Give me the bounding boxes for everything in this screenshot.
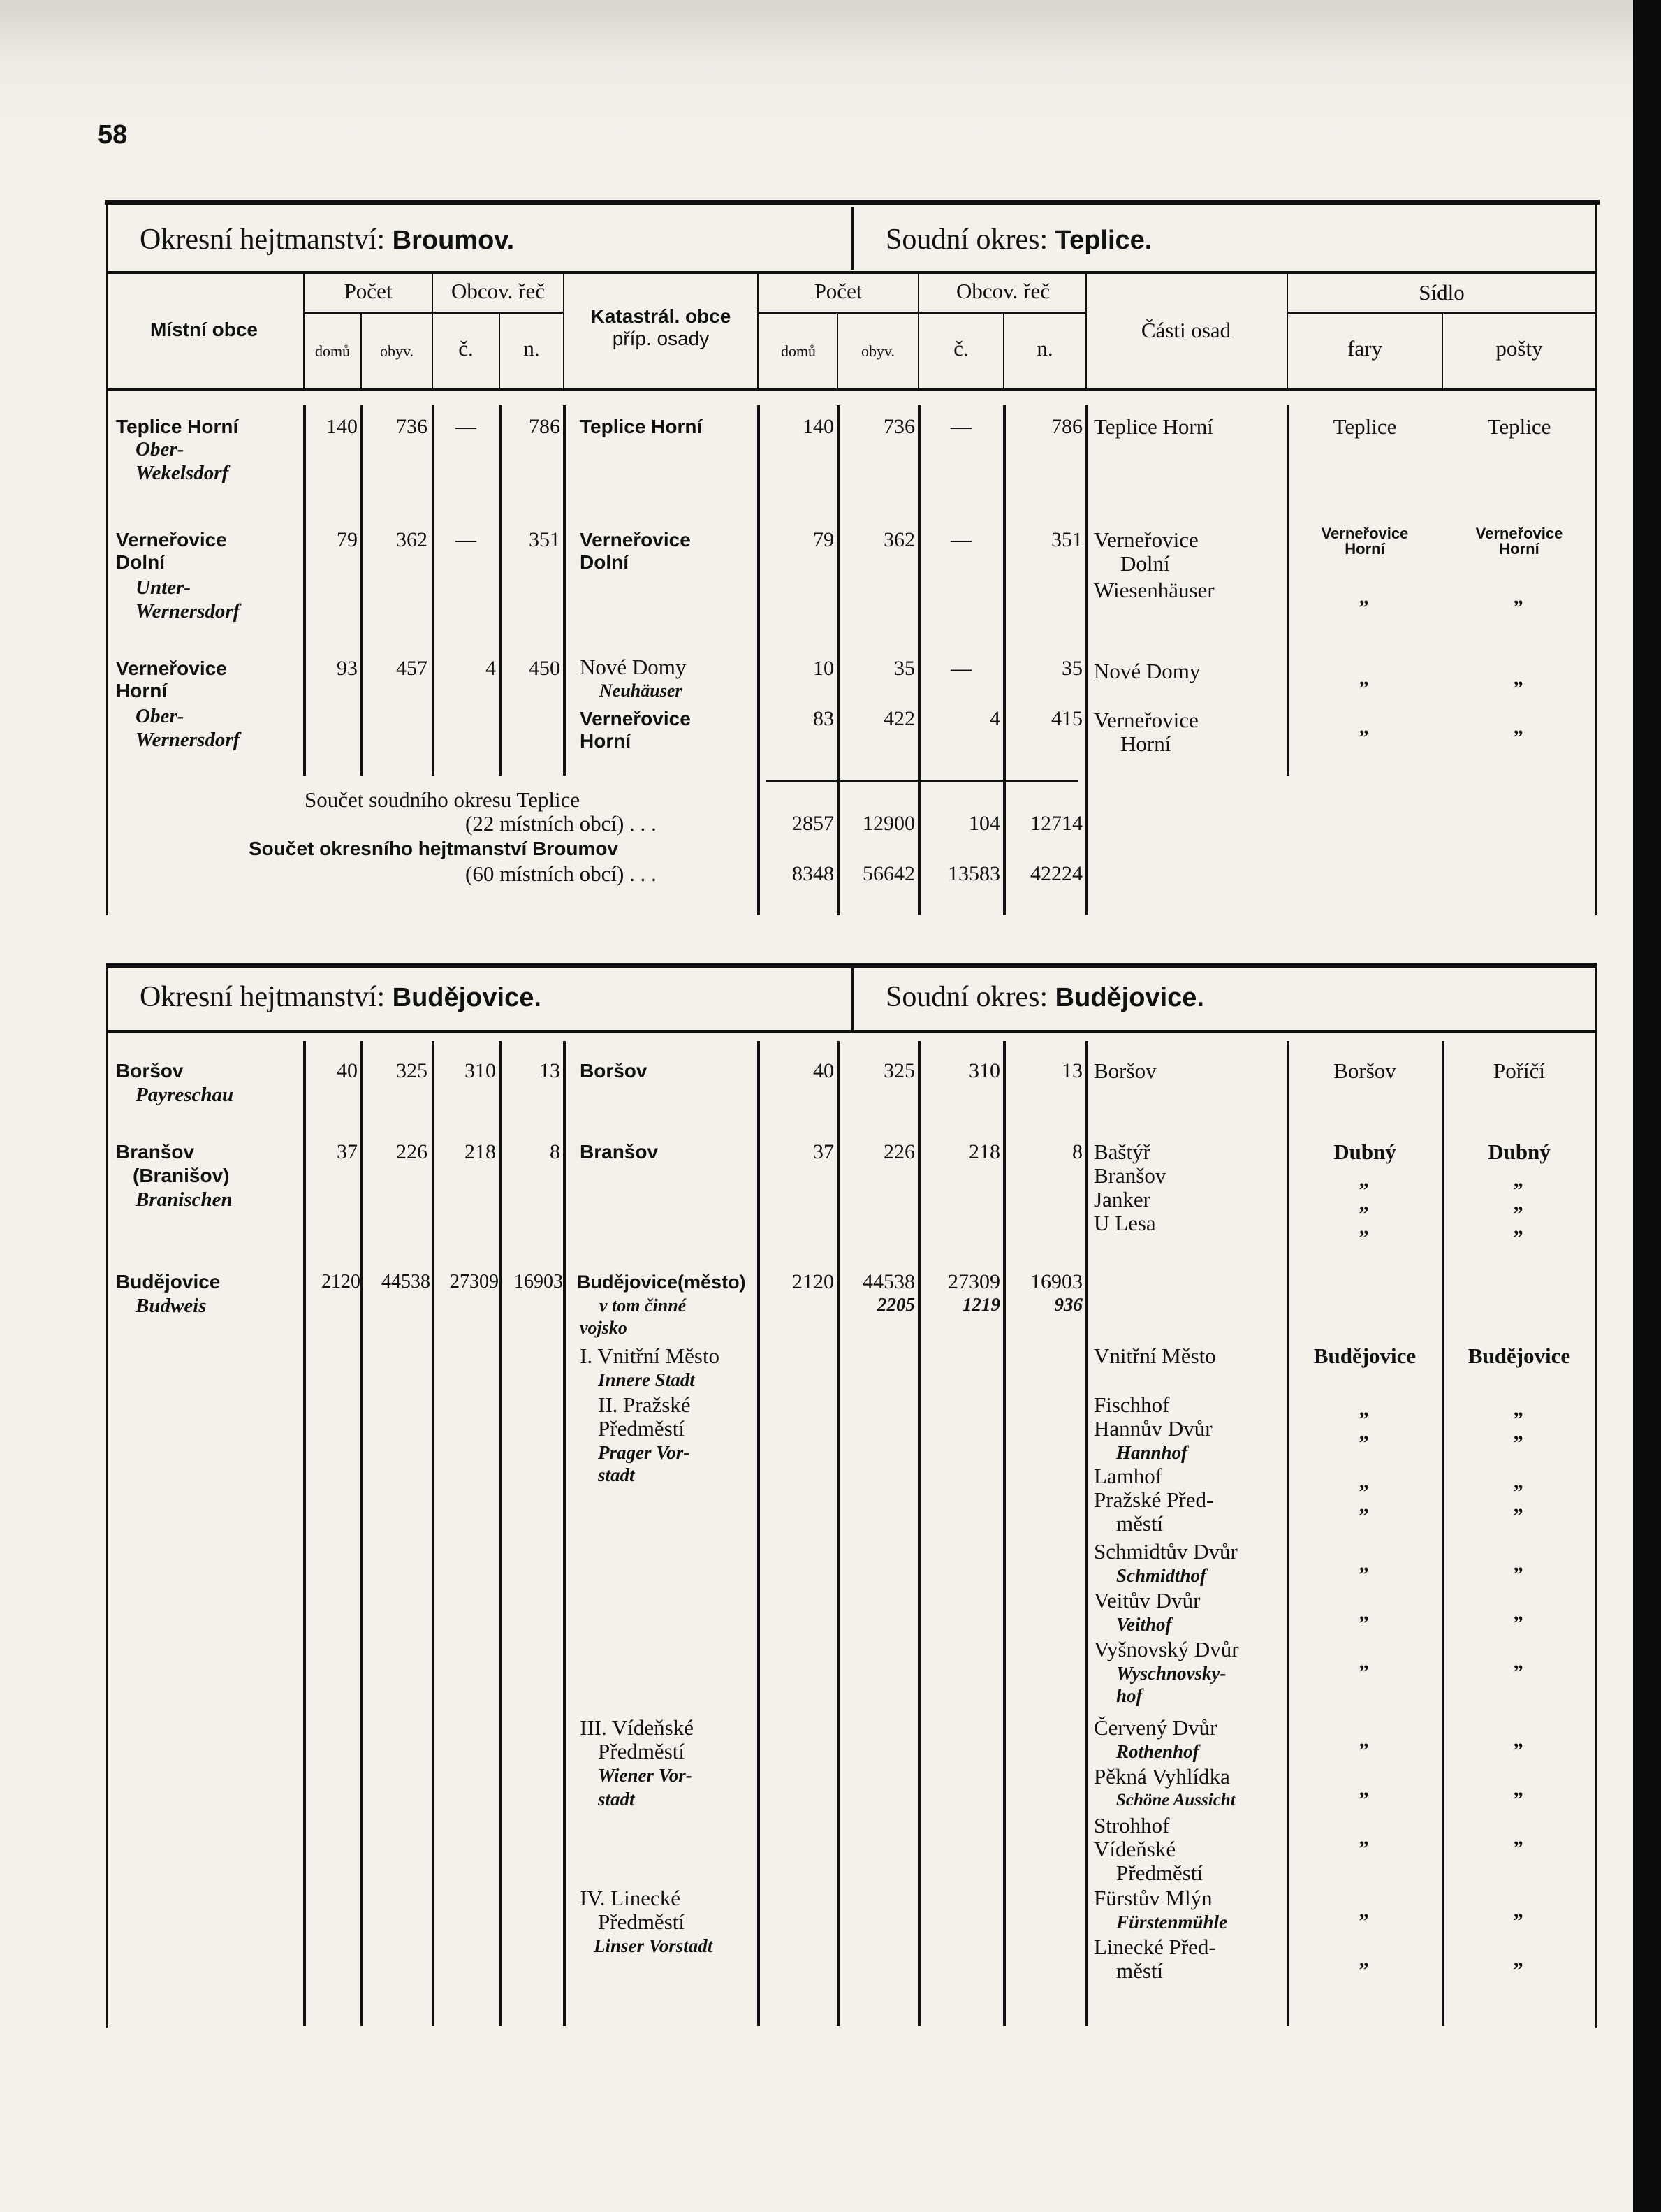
col-domu-2: domů <box>780 342 817 360</box>
cast-name: Předměstí <box>1116 1861 1203 1885</box>
kat-sub: v tom činné <box>599 1295 687 1316</box>
cell-vojsko-n: 936 <box>1054 1294 1083 1315</box>
cell-c: 104 <box>969 812 1000 835</box>
sum-label: (22 místních obcí) . . . <box>465 811 657 836</box>
obec-german: Payreschau <box>136 1084 234 1106</box>
kat-name: Verneřovice <box>580 529 691 551</box>
cell-obyv: 325 <box>884 1059 915 1082</box>
obec-german: Ober- <box>136 705 184 727</box>
ditto-mark: „ <box>1359 1494 1370 1517</box>
obec-german: Unter- <box>136 576 191 599</box>
cast-german: Rothenhof <box>1116 1741 1199 1762</box>
cast-name: U Lesa <box>1094 1211 1156 1235</box>
kat-name: Horní <box>580 730 631 752</box>
cell-domu: 140 <box>803 415 834 438</box>
cell-domu: 83 <box>813 707 834 730</box>
cell-obyv: 422 <box>884 707 915 730</box>
kat-name: Branšov <box>580 1141 659 1163</box>
rule <box>432 274 433 388</box>
col-domu: domů <box>314 342 351 360</box>
cell-n: 16903 <box>1030 1270 1083 1293</box>
obec-german: Branischen <box>136 1188 233 1211</box>
sum-label: Součet okresního hejtmanství Broumov <box>249 838 618 859</box>
col-obcov-rec: Obcov. řeč <box>451 279 545 303</box>
obec-german: Ober- <box>136 438 184 460</box>
cell-vojsko-c: 1219 <box>963 1294 1000 1315</box>
kat-quarter-german: stadt <box>598 1464 635 1485</box>
obec-name: Verneřovice <box>116 529 227 551</box>
col-katastral: Katastrál. obce <box>590 305 731 327</box>
cast-name: Fischhof <box>1094 1392 1170 1417</box>
obec-name: (Branišov) <box>133 1165 230 1186</box>
kat-name: Budějovice(město) <box>577 1272 746 1293</box>
obec-name: Dolní <box>116 551 165 573</box>
kat-quarter-german: Prager Vor- <box>598 1442 690 1463</box>
scan-border <box>1633 0 1661 2212</box>
cast-name: Pražské Před- <box>1094 1487 1214 1512</box>
rule <box>303 274 305 388</box>
cell-n: 786 <box>529 415 560 438</box>
ditto-mark: „ <box>1359 667 1370 690</box>
cell-n: 35 <box>1062 657 1083 680</box>
ditto-mark: „ <box>1514 667 1525 690</box>
kat-quarter: II. Pražské <box>598 1392 691 1417</box>
rule <box>499 1041 502 2026</box>
cell-obyv: 226 <box>884 1140 915 1163</box>
cast-name: Verneřovice <box>1094 708 1199 732</box>
cast-name: Nové Domy <box>1094 659 1201 683</box>
cell-domu: 10 <box>813 657 834 680</box>
kat-name: Verneřovice <box>580 708 691 729</box>
soud-header <box>886 222 1152 258</box>
ditto-mark: „ <box>1359 1650 1370 1673</box>
cell-domu: 2857 <box>792 812 834 835</box>
cell-c: 27309 <box>450 1271 499 1293</box>
cell-n: 12714 <box>1030 812 1083 835</box>
okres-name: Broumov. <box>392 226 515 255</box>
kat-sub: vojsko <box>580 1318 627 1338</box>
ditto-mark: „ <box>1514 1826 1525 1849</box>
ditto-mark: „ <box>1514 585 1525 609</box>
col-pocet: Počet <box>344 279 393 303</box>
rule <box>563 1041 566 2026</box>
cell-domu: 37 <box>337 1140 358 1163</box>
cast-german: Hannhof <box>1116 1442 1188 1463</box>
col-obyv: obyv. <box>379 342 414 360</box>
rule <box>1595 203 1597 915</box>
cell-c: — <box>951 657 972 680</box>
sidlo-posty: Verneřovice <box>1475 525 1563 542</box>
cell-n: 786 <box>1051 415 1083 438</box>
obec-name: Budějovice <box>116 1271 221 1293</box>
rule <box>766 780 1078 782</box>
obec-german: Wernersdorf <box>136 729 240 751</box>
ditto-mark: „ <box>1359 1552 1370 1576</box>
ditto-mark: „ <box>1514 1421 1525 1444</box>
ditto-mark: „ <box>1359 715 1370 738</box>
cast-name: městí <box>1116 1958 1164 1983</box>
cast-german: hof <box>1116 1685 1143 1706</box>
cast-name: Wiesenhäuser <box>1094 578 1215 602</box>
sidlo-posty: Budějovice <box>1468 1344 1571 1368</box>
cell-n: 13 <box>1062 1059 1083 1082</box>
obec-name: Verneřovice <box>116 657 227 679</box>
cell-obyv: 44538 <box>381 1271 430 1293</box>
cell-obyv: 12900 <box>863 812 915 835</box>
cell-obyv: 56642 <box>863 862 915 885</box>
ditto-mark: „ <box>1359 1397 1370 1420</box>
ditto-mark: „ <box>1514 1494 1525 1517</box>
rule <box>106 203 108 915</box>
cast-name: Branšov <box>1094 1163 1166 1188</box>
sidlo-fary: Horní <box>1345 540 1385 558</box>
cell-c: 4 <box>990 707 1000 730</box>
cell-c: 310 <box>464 1059 496 1082</box>
cell-n: 415 <box>1051 707 1083 730</box>
rule <box>1442 312 1443 388</box>
cast-german: Fürstenmühle <box>1116 1912 1228 1933</box>
cast-german: Schöne Aussicht <box>1116 1791 1236 1810</box>
sidlo-posty: Horní <box>1499 540 1539 558</box>
rule <box>757 1041 760 2026</box>
cell-domu: 40 <box>813 1059 834 1082</box>
sidlo-fary: Budějovice <box>1313 1344 1417 1368</box>
sidlo-fary: Boršov <box>1333 1058 1396 1083</box>
col-pocet-2: Počet <box>814 279 863 303</box>
ditto-mark: „ <box>1359 1729 1370 1752</box>
ditto-mark: „ <box>1514 1216 1525 1239</box>
cast-name: Linecké Před- <box>1094 1935 1216 1959</box>
kat-quarter: III. Vídeňské <box>580 1715 694 1740</box>
rule <box>499 312 500 388</box>
kat-quarter: Předměstí <box>598 1416 685 1441</box>
okres-name: Budějovice. <box>392 983 541 1012</box>
cast-name: Baštýř <box>1094 1140 1150 1164</box>
ditto-mark: „ <box>1514 1168 1525 1191</box>
kat-quarter: Předměstí <box>598 1909 685 1934</box>
cell-domu: 40 <box>337 1059 358 1082</box>
rule <box>360 312 362 388</box>
rule <box>303 405 306 776</box>
kat-quarter-german: Innere Stadt <box>598 1369 695 1390</box>
kat-quarter-german: stadt <box>598 1789 635 1810</box>
sidlo-posty: Teplice <box>1487 414 1551 439</box>
cell-c: 4 <box>485 657 496 680</box>
ditto-mark: „ <box>1514 1397 1525 1420</box>
kat-quarter-german: Linser Vorstadt <box>594 1935 713 1956</box>
cell-obyv: 35 <box>894 657 915 680</box>
cell-obyv: 44538 <box>863 1270 915 1293</box>
cell-obyv: 362 <box>396 528 427 551</box>
cell-c: — <box>951 528 972 551</box>
sidlo-fary: Teplice <box>1333 414 1397 439</box>
cast-name: Boršov <box>1094 1058 1157 1083</box>
rule <box>499 405 502 776</box>
cell-n: 8 <box>1072 1140 1083 1163</box>
cell-c: — <box>951 415 972 438</box>
kat-quarter-german: Wiener Vor- <box>598 1765 692 1786</box>
ditto-mark: „ <box>1514 1948 1525 1971</box>
rule <box>1003 312 1004 388</box>
col-katastral-sub: příp. osady <box>612 328 710 349</box>
cast-name: Horní <box>1120 732 1171 756</box>
cell-domu: 8348 <box>792 862 834 885</box>
rule <box>303 1041 306 2026</box>
ditto-mark: „ <box>1359 585 1370 609</box>
ditto-mark: „ <box>1359 1470 1370 1493</box>
cast-german: Veithof <box>1116 1614 1172 1635</box>
ditto-mark: „ <box>1514 1777 1525 1800</box>
rule <box>106 271 1595 274</box>
rule <box>918 274 919 388</box>
cast-name: Janker <box>1094 1187 1150 1211</box>
soud-label: Soudní okres: <box>886 224 1048 256</box>
cell-c: 218 <box>464 1140 496 1163</box>
cell-obyv: 457 <box>396 657 427 680</box>
rule <box>105 200 1600 205</box>
cell-domu: 37 <box>813 1140 834 1163</box>
rule <box>851 968 854 1030</box>
rule <box>106 966 108 2028</box>
cell-obyv: 362 <box>884 528 915 551</box>
col-n-2: n. <box>1037 336 1053 361</box>
ditto-mark: „ <box>1514 1729 1525 1752</box>
ditto-mark: „ <box>1359 1168 1370 1191</box>
kat-name: Boršov <box>580 1060 647 1082</box>
ditto-mark: „ <box>1514 1601 1525 1624</box>
cell-n: 42224 <box>1030 862 1083 885</box>
col-fary: fary <box>1347 336 1382 361</box>
ditto-mark: „ <box>1514 715 1525 738</box>
ditto-mark: „ <box>1514 1650 1525 1673</box>
okres-header <box>140 222 514 258</box>
cast-name: Dolní <box>1120 551 1170 576</box>
soud-header <box>886 980 1204 1015</box>
col-n: n. <box>523 336 540 361</box>
cell-n: 16903 <box>514 1271 563 1293</box>
cast-name: Strohhof <box>1094 1813 1170 1838</box>
cell-obyv: 736 <box>396 415 427 438</box>
soud-name: Teplice. <box>1055 226 1153 255</box>
okres-label: Okresní hejtmanství: <box>140 224 386 256</box>
rule <box>305 312 563 314</box>
rule <box>106 1030 1595 1033</box>
rule <box>563 274 564 388</box>
cast-name: Veitův Dvůr <box>1094 1588 1201 1613</box>
cast-name: Schmidtův Dvůr <box>1094 1539 1238 1564</box>
sidlo-posty: Dubný <box>1488 1140 1551 1164</box>
cast-name: Fürstův Mlýn <box>1094 1886 1213 1910</box>
soud-name: Budějovice. <box>1055 983 1204 1012</box>
rule <box>1085 405 1088 915</box>
ditto-mark: „ <box>1359 1899 1370 1922</box>
page-number: 58 <box>98 120 128 150</box>
cell-c: — <box>455 528 476 551</box>
ditto-mark: „ <box>1359 1777 1370 1800</box>
cell-domu: 2120 <box>792 1270 834 1293</box>
ditto-mark: „ <box>1514 1552 1525 1576</box>
col-obcov-rec-2: Obcov. řeč <box>956 279 1050 303</box>
kat-quarter: IV. Linecké <box>580 1886 681 1910</box>
cell-n: 351 <box>1051 528 1083 551</box>
col-casti-osad: Části osad <box>1141 318 1231 342</box>
cell-domu: 93 <box>337 657 358 680</box>
cell-c: — <box>455 415 476 438</box>
cast-name: Hannův Dvůr <box>1094 1416 1213 1441</box>
cell-domu: 2120 <box>321 1271 360 1293</box>
sidlo-fary: Verneřovice <box>1321 525 1409 542</box>
rule <box>918 1041 921 2026</box>
cast-name: Vídeňské <box>1094 1837 1176 1861</box>
ditto-mark: „ <box>1514 1899 1525 1922</box>
cell-domu: 140 <box>326 415 358 438</box>
col-c-2: č. <box>953 336 969 361</box>
rule <box>1287 274 1288 388</box>
obec-name: Horní <box>116 680 168 701</box>
cell-obyv: 226 <box>396 1140 427 1163</box>
cell-n: 351 <box>529 528 560 551</box>
rule <box>837 1041 840 2026</box>
cell-obyv: 325 <box>396 1059 427 1082</box>
col-mistni-obce: Místní obce <box>149 319 258 340</box>
ditto-mark: „ <box>1359 1601 1370 1624</box>
sidlo-fary: Dubný <box>1333 1140 1396 1164</box>
cast-name: Lamhof <box>1094 1464 1163 1488</box>
sidlo-posty: Poříčí <box>1493 1058 1546 1083</box>
rule <box>1595 966 1597 2028</box>
sum-label: (60 místních obcí) . . . <box>465 861 657 886</box>
rule <box>1003 1041 1006 2026</box>
cell-obyv: 736 <box>884 415 915 438</box>
kat-name: Teplice Horní <box>580 416 703 437</box>
rule <box>106 388 1595 391</box>
cell-c: 13583 <box>948 862 1000 885</box>
soud-label: Soudní okres: <box>886 981 1048 1013</box>
cell-n: 8 <box>550 1140 560 1163</box>
sum-label: Součet soudního okresu Teplice <box>305 787 580 812</box>
col-sidlo: Sídlo <box>1419 280 1465 305</box>
rule <box>432 405 434 776</box>
col-posty: pošty <box>1495 336 1543 361</box>
rule <box>360 405 363 776</box>
cast-name: Vyšnovský Dvůr <box>1094 1637 1239 1661</box>
cell-c: 27309 <box>948 1270 1000 1293</box>
rule <box>1085 1041 1088 2026</box>
rule <box>432 1041 434 2026</box>
cell-n: 13 <box>539 1059 560 1082</box>
obec-german: Wernersdorf <box>136 600 240 623</box>
cell-c: 310 <box>969 1059 1000 1082</box>
rule <box>360 1041 363 2026</box>
col-obyv-2: obyv. <box>861 342 895 360</box>
col-c: č. <box>458 336 474 361</box>
cell-c: 218 <box>969 1140 1000 1163</box>
cast-name: Vnitřní Město <box>1094 1344 1216 1368</box>
okres-label: Okresní hejtmanství: <box>140 981 386 1013</box>
cast-name: Teplice Horní <box>1094 414 1213 439</box>
obec-german: Wekelsdorf <box>136 462 229 484</box>
cell-n: 450 <box>529 657 560 680</box>
cast-name: Verneřovice <box>1094 527 1199 552</box>
cell-domu: 79 <box>337 528 358 551</box>
kat-name: Dolní <box>580 551 629 573</box>
ditto-mark: „ <box>1359 1948 1370 1971</box>
kat-german: Neuhäuser <box>599 681 682 701</box>
ditto-mark: „ <box>1359 1826 1370 1849</box>
cell-domu: 79 <box>813 528 834 551</box>
cell-vojsko-obyv: 2205 <box>877 1294 915 1315</box>
kat-quarter: I. Vnitřní Město <box>580 1344 720 1368</box>
obec-name: Branšov <box>116 1141 195 1163</box>
ditto-mark: „ <box>1359 1192 1370 1215</box>
obec-german: Budweis <box>136 1295 207 1317</box>
cast-german: Wyschnovsky- <box>1116 1663 1227 1684</box>
ditto-mark: „ <box>1514 1192 1525 1215</box>
rule <box>1085 274 1087 388</box>
rule <box>757 274 759 388</box>
cast-name: Červený Dvůr <box>1094 1715 1217 1740</box>
rule <box>106 963 1597 968</box>
okres-header <box>140 980 541 1015</box>
ditto-mark: „ <box>1359 1421 1370 1444</box>
ditto-mark: „ <box>1359 1216 1370 1239</box>
cast-german: Schmidthof <box>1116 1565 1207 1586</box>
cast-name: Pěkná Vyhlídka <box>1094 1764 1230 1789</box>
cast-name: městí <box>1116 1511 1164 1536</box>
rule <box>851 207 854 270</box>
rule <box>563 405 566 776</box>
rule <box>759 312 1087 314</box>
ditto-mark: „ <box>1514 1470 1525 1493</box>
obec-name: Teplice Horní <box>116 416 239 437</box>
rule <box>837 312 838 388</box>
kat-name: Nové Domy <box>580 655 687 679</box>
kat-quarter: Předměstí <box>598 1739 685 1763</box>
obec-name: Boršov <box>116 1060 184 1082</box>
